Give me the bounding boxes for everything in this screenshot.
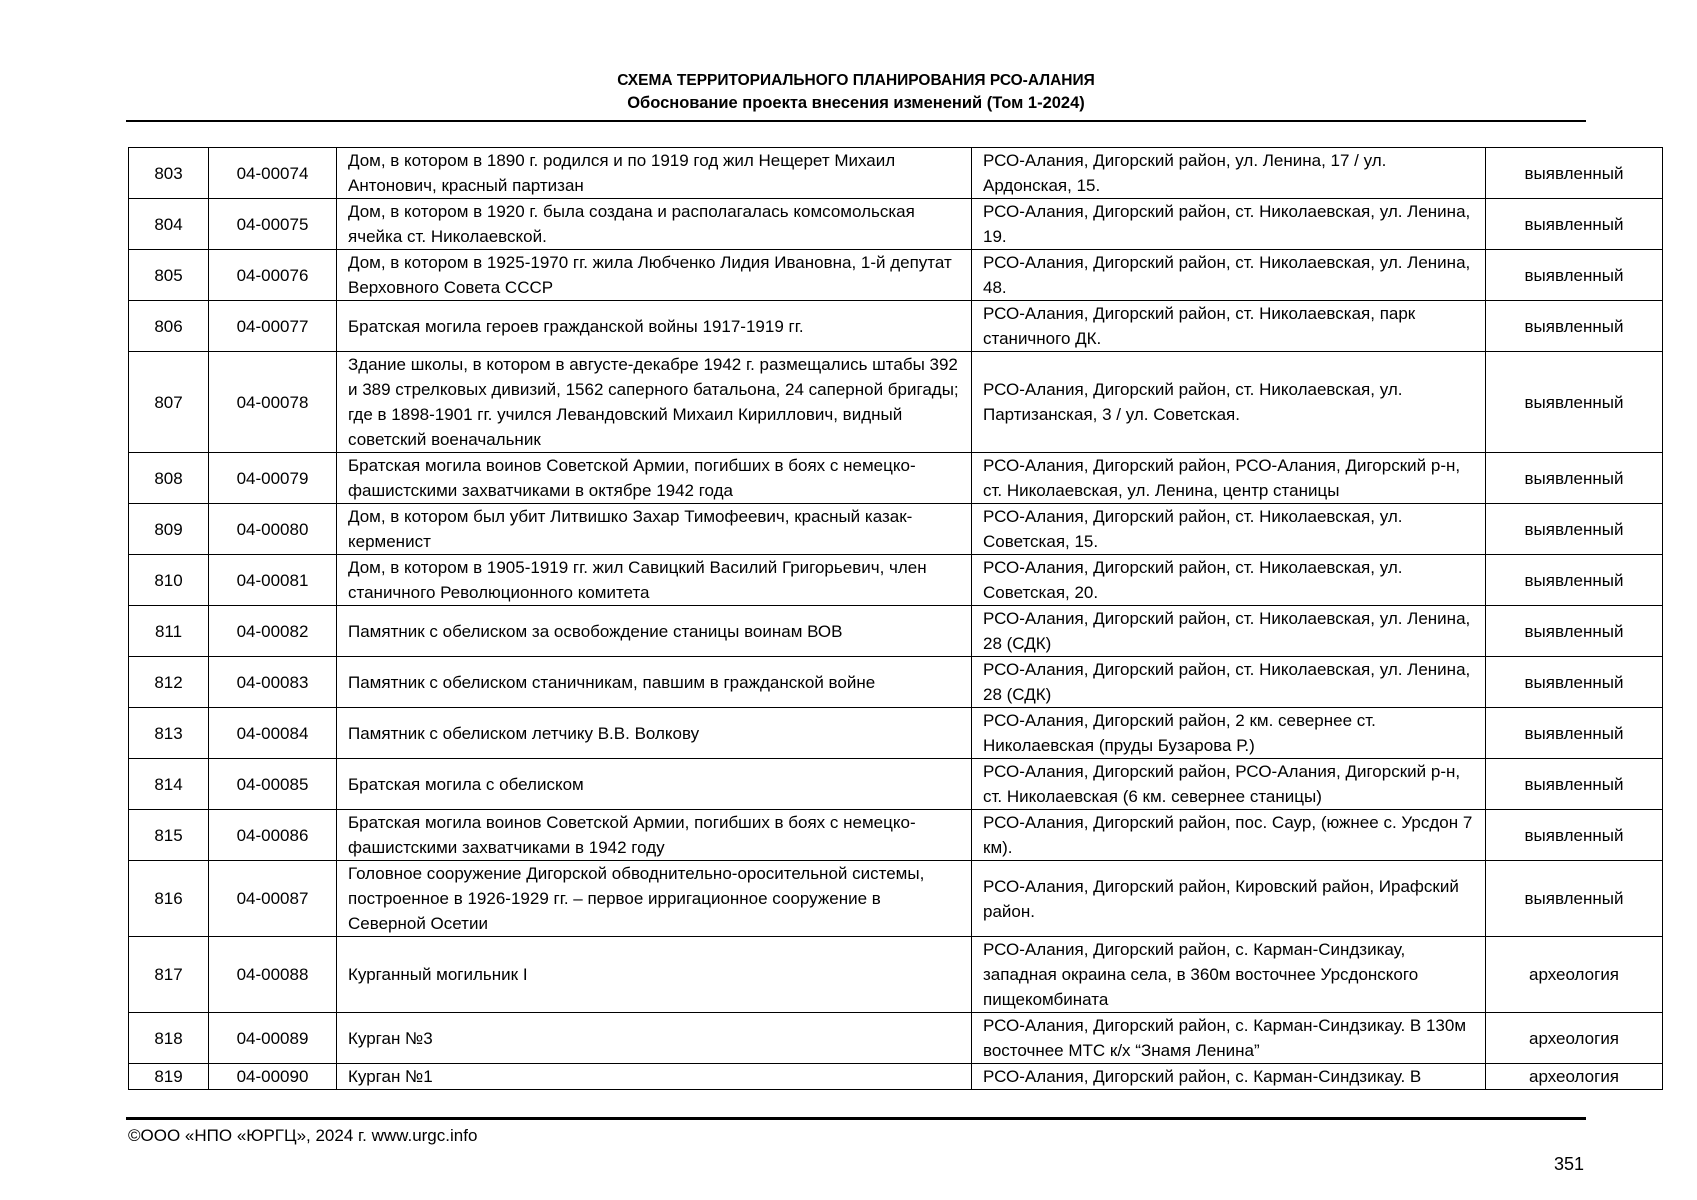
header-divider — [126, 120, 1586, 122]
table-row — [129, 250, 1663, 301]
document-header — [126, 70, 1586, 114]
registry-code: 04-00078 — [209, 352, 337, 453]
object-address: РСО-Алания, Дигорский район, ст. Николаевская, ул. Ленина, 28 (СДК) — [972, 657, 1486, 708]
row-number: 804 — [129, 199, 209, 250]
table-row — [129, 606, 1663, 657]
table-row — [129, 1013, 1663, 1064]
object-name: Дом, в котором в 1925-1970 гг. жила Любченко Лидия Ивановна, 1-й депутат Верховного Совета СССР — [337, 250, 972, 301]
object-address: РСО-Алания, Дигорский район, ст. Николаевская, ул. Ленина, 19. — [972, 199, 1486, 250]
object-address: РСО-Алания, Дигорский район, РСО-Алания, Дигорский р-н, ст. Николаевская, ул. Ленина, центр станицы — [972, 453, 1486, 504]
row-number: 813 — [129, 708, 209, 759]
object-name: Памятник с обелиском за освобождение станицы воинам ВОВ — [337, 606, 972, 657]
object-category: выявленный — [1486, 301, 1663, 352]
object-name: Курган №3 — [337, 1013, 972, 1064]
object-address: РСО-Алания, Дигорский район, ст. Николаевская, парк станичного ДК. — [972, 301, 1486, 352]
object-name: Курган №1 — [337, 1064, 972, 1090]
table-row — [129, 352, 1663, 453]
row-number: 812 — [129, 657, 209, 708]
object-address: РСО-Алания, Дигорский район, ст. Николаевская, ул. Советская, 20. — [972, 555, 1486, 606]
object-category: археология — [1486, 937, 1663, 1013]
row-number: 814 — [129, 759, 209, 810]
object-address: РСО-Алания, Дигорский район, ст. Николаевская, ул. Советская, 15. — [972, 504, 1486, 555]
registry-code: 04-00088 — [209, 937, 337, 1013]
table-row — [129, 504, 1663, 555]
object-address: РСО-Алания, Дигорский район, РСО-Алания, Дигорский р-н, ст. Николаевская (6 км. севернее станицы) — [972, 759, 1486, 810]
object-name: Памятник с обелиском летчику В.В. Волкову — [337, 708, 972, 759]
registry-code: 04-00086 — [209, 810, 337, 861]
row-number: 817 — [129, 937, 209, 1013]
object-name: Головное сооружение Дигорской обводнительно-оросительной системы, построенное в 1926-1929 гг. – первое ирригационное сооружение в Северной Осетии — [337, 861, 972, 937]
row-number: 816 — [129, 861, 209, 937]
row-number: 819 — [129, 1064, 209, 1090]
registry-code: 04-00089 — [209, 1013, 337, 1064]
object-category: выявленный — [1486, 199, 1663, 250]
registry-code: 04-00084 — [209, 708, 337, 759]
object-category: выявленный — [1486, 861, 1663, 937]
object-address: РСО-Алания, Дигорский район, ст. Николаевская, ул. Ленина, 48. — [972, 250, 1486, 301]
object-name: Братская могила с обелиском — [337, 759, 972, 810]
object-category: выявленный — [1486, 148, 1663, 199]
object-category: выявленный — [1486, 759, 1663, 810]
table-row — [129, 861, 1663, 937]
row-number: 807 — [129, 352, 209, 453]
object-address: РСО-Алания, Дигорский район, с. Карман-Синдзикау. В — [972, 1064, 1486, 1090]
row-number: 805 — [129, 250, 209, 301]
row-number: 808 — [129, 453, 209, 504]
table-row — [129, 759, 1663, 810]
table-row — [129, 810, 1663, 861]
registry-code: 04-00085 — [209, 759, 337, 810]
table-row — [129, 555, 1663, 606]
registry-code: 04-00090 — [209, 1064, 337, 1090]
document-title: СХЕМА ТЕРРИТОРИАЛЬНОГО ПЛАНИРОВАНИЯ РСО-АЛАНИЯ — [617, 72, 1095, 89]
table-body — [129, 148, 1663, 1090]
object-category: выявленный — [1486, 453, 1663, 504]
registry-code: 04-00083 — [209, 657, 337, 708]
object-name: Братская могила воинов Советской Армии, погибших в боях с немецко-фашистскими захватчиками в 1942 году — [337, 810, 972, 861]
heritage-objects-table — [128, 147, 1663, 1090]
table-row — [129, 1064, 1663, 1090]
object-address: РСО-Алания, Дигорский район, ст. Николаевская, ул. Ленина, 28 (СДК) — [972, 606, 1486, 657]
object-category: выявленный — [1486, 352, 1663, 453]
object-address: РСО-Алания, Дигорский район, с. Карман-Синдзикау. В 130м восточнее МТС к/х “Знамя Ленина” — [972, 1013, 1486, 1064]
object-name: Дом, в котором в 1920 г. была создана и располагалась комсомольская ячейка ст. Николаевской. — [337, 199, 972, 250]
footer-copyright: ©ООО «НПО «ЮРГЦ», 2024 г. www.urgc.info — [128, 1126, 478, 1145]
object-name: Дом, в котором в 1905-1919 гг. жил Савицкий Василий Григорьевич, член станичного Революционного комитета — [337, 555, 972, 606]
table-row — [129, 199, 1663, 250]
table-row — [129, 301, 1663, 352]
object-category: выявленный — [1486, 250, 1663, 301]
registry-code: 04-00080 — [209, 504, 337, 555]
row-number: 806 — [129, 301, 209, 352]
object-name: Дом, в котором был убит Литвишко Захар Тимофеевич, красный казак-керменист — [337, 504, 972, 555]
object-category: археология — [1486, 1013, 1663, 1064]
footer-divider — [126, 1117, 1586, 1120]
object-category: выявленный — [1486, 606, 1663, 657]
table-row — [129, 148, 1663, 199]
table-row — [129, 937, 1663, 1013]
object-name: Дом, в котором в 1890 г. родился и по 1919 год жил Нещерет Михаил Антонович, красный партизан — [337, 148, 972, 199]
object-category: выявленный — [1486, 555, 1663, 606]
registry-code: 04-00074 — [209, 148, 337, 199]
object-address: РСО-Алания, Дигорский район, ул. Ленина, 17 / ул. Ардонская, 15. — [972, 148, 1486, 199]
row-number: 811 — [129, 606, 209, 657]
page-number: 351 — [1553, 1154, 1584, 1174]
registry-code: 04-00079 — [209, 453, 337, 504]
object-address: РСО-Алания, Дигорский район, пос. Саур, (южнее с. Урсдон 7 км). — [972, 810, 1486, 861]
registry-code: 04-00077 — [209, 301, 337, 352]
object-name: Братская могила героев гражданской войны 1917-1919 гг. — [337, 301, 972, 352]
object-category: выявленный — [1486, 504, 1663, 555]
document-subtitle: Обоснование проекта внесения изменений (Том 1-2024) — [627, 94, 1085, 112]
registry-code: 04-00087 — [209, 861, 337, 937]
registry-code: 04-00081 — [209, 555, 337, 606]
object-name: Памятник с обелиском станичникам, павшим в гражданской войне — [337, 657, 972, 708]
table-row — [129, 708, 1663, 759]
row-number: 809 — [129, 504, 209, 555]
object-category: археология — [1486, 1064, 1663, 1090]
row-number: 810 — [129, 555, 209, 606]
object-name: Братская могила воинов Советской Армии, погибших в боях с немецко-фашистскими захватчиками в октябре 1942 года — [337, 453, 972, 504]
object-name: Здание школы, в котором в августе-декабре 1942 г. размещались штабы 392 и 389 стрелковых дивизий, 1562 саперного батальона, 24 саперной бригады; где в 1898-1901 гг. учился Левандовский Михаил Кириллович, видный советский военачальник — [337, 352, 972, 453]
object-name: Курганный могильник I — [337, 937, 972, 1013]
registry-code: 04-00076 — [209, 250, 337, 301]
row-number: 803 — [129, 148, 209, 199]
object-address: РСО-Алания, Дигорский район, ст. Николаевская, ул. Партизанская, 3 / ул. Советская. — [972, 352, 1486, 453]
object-address: РСО-Алания, Дигорский район, Кировский район, Ирафский район. — [972, 861, 1486, 937]
object-address: РСО-Алания, Дигорский район, с. Карман-Синдзикау, западная окраина села, в 360м восточнее Урсдонского пищекомбината — [972, 937, 1486, 1013]
row-number: 815 — [129, 810, 209, 861]
object-address: РСО-Алания, Дигорский район, 2 км. севернее ст. Николаевская (пруды Бузарова Р.) — [972, 708, 1486, 759]
row-number: 818 — [129, 1013, 209, 1064]
registry-code: 04-00075 — [209, 199, 337, 250]
table-row — [129, 453, 1663, 504]
registry-code: 04-00082 — [209, 606, 337, 657]
table-row — [129, 657, 1663, 708]
object-category: выявленный — [1486, 708, 1663, 759]
object-category: выявленный — [1486, 657, 1663, 708]
object-category: выявленный — [1486, 810, 1663, 861]
